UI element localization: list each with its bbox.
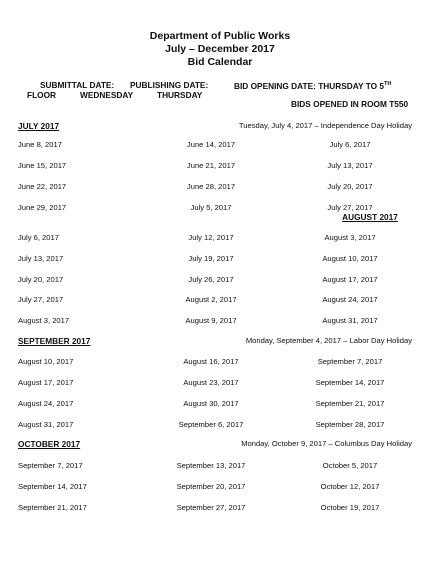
section-heading-august: AUGUST 2017 <box>342 212 398 222</box>
bid-opening-text: BID OPENING DATE: THURSDAY TO 5 <box>234 80 384 91</box>
bid-opening-date: July 20, 2017 <box>327 182 373 191</box>
bids-opened-room: BIDS OPENED IN ROOM T550 <box>291 99 409 109</box>
publishing-date: August 9, 2017 <box>185 316 237 325</box>
holiday-note-october: Monday, October 9, 2017 – Columbus Day Holiday <box>241 439 412 448</box>
bid-opening-date: July 6, 2017 <box>329 140 371 149</box>
publishing-date: September 6, 2017 <box>178 420 244 429</box>
holiday-note-july: Tuesday, July 4, 2017 – Independence Day Holiday <box>238 121 412 130</box>
submittal-date: July 20, 2017 <box>18 275 64 284</box>
submittal-date: July 6, 2017 <box>18 233 59 242</box>
table-row <box>0 160 440 171</box>
publishing-date: July 5, 2017 <box>190 203 232 212</box>
table-row <box>0 502 440 513</box>
submittal-date: July 13, 2017 <box>18 254 64 263</box>
section-heading-october: OCTOBER 2017 <box>18 439 81 449</box>
bid-opening-header <box>234 79 391 91</box>
bid-opening-date: August 17, 2017 <box>322 275 378 284</box>
bid-opening-date: September 14, 2017 <box>315 378 385 387</box>
bid-opening-sup: TH <box>383 81 392 87</box>
bid-opening-date: August 3, 2017 <box>324 233 376 242</box>
table-row <box>0 274 440 285</box>
table-row <box>0 181 440 192</box>
bid-opening-date: July 27, 2017 <box>327 203 373 212</box>
publishing-date: June 14, 2017 <box>186 140 236 149</box>
submittal-date: August 3, 2017 <box>18 316 70 325</box>
publishing-date: July 12, 2017 <box>188 233 234 242</box>
submittal-date: June 29, 2017 <box>18 203 67 212</box>
submittal-date: September 7, 2017 <box>18 461 83 470</box>
table-row <box>0 460 440 471</box>
bid-opening-date: September 7, 2017 <box>317 357 383 366</box>
submittal-date: August 24, 2017 <box>18 399 74 408</box>
publishing-thursday-header: THURSDAY <box>157 90 203 100</box>
submittal-date: June 8, 2017 <box>18 140 62 149</box>
bid-opening-date: October 5, 2017 <box>322 461 378 470</box>
table-row <box>0 481 440 492</box>
bid-opening-date: August 10, 2017 <box>322 254 378 263</box>
publishing-date: August 2, 2017 <box>185 295 237 304</box>
table-row <box>0 294 440 305</box>
submittal-date: July 27, 2017 <box>18 295 64 304</box>
bid-opening-date: September 21, 2017 <box>315 399 385 408</box>
bid-opening-date: September 28, 2017 <box>315 420 385 429</box>
submittal-date: August 31, 2017 <box>18 420 74 429</box>
section-heading-july: JULY 2017 <box>18 121 60 131</box>
table-row <box>0 232 440 243</box>
bid-opening-date: October 12, 2017 <box>320 482 380 491</box>
document-title: Department of Public Works <box>149 30 291 42</box>
table-row <box>0 419 440 430</box>
table-row <box>0 398 440 409</box>
submittal-date: June 22, 2017 <box>18 182 67 191</box>
submittal-floor-header: FLOOR <box>27 90 57 100</box>
section-heading-september: SEPTEMBER 2017 <box>18 336 91 346</box>
bid-opening-date: October 19, 2017 <box>320 503 380 512</box>
publishing-date-header: PUBLISHING DATE: <box>130 80 209 90</box>
holiday-note-september: Monday, September 4, 2017 – Labor Day Holiday <box>245 336 412 345</box>
publishing-wednesday-header: WEDNESDAY <box>80 90 134 100</box>
submittal-date: September 14, 2017 <box>18 482 87 491</box>
publishing-date: July 19, 2017 <box>188 254 234 263</box>
submittal-date: August 17, 2017 <box>18 378 74 387</box>
publishing-date: September 13, 2017 <box>176 461 246 470</box>
bid-opening-date: July 13, 2017 <box>327 161 373 170</box>
submittal-date: August 10, 2017 <box>18 357 74 366</box>
submittal-date: September 21, 2017 <box>18 503 87 512</box>
bid-opening-date: August 31, 2017 <box>322 316 378 325</box>
publishing-date: June 28, 2017 <box>186 182 236 191</box>
document-heading: Bid Calendar <box>187 56 253 68</box>
publishing-date: August 23, 2017 <box>183 378 239 387</box>
publishing-date: June 21, 2017 <box>186 161 236 170</box>
bid-opening-date: August 24, 2017 <box>322 295 378 304</box>
publishing-date: July 26, 2017 <box>188 275 234 284</box>
document-subtitle: July – December 2017 <box>165 43 275 55</box>
table-row <box>0 315 440 326</box>
table-row <box>0 377 440 388</box>
publishing-date: August 30, 2017 <box>183 399 239 408</box>
publishing-date: September 20, 2017 <box>176 482 246 491</box>
table-row <box>0 253 440 264</box>
table-row <box>0 139 440 150</box>
table-row <box>0 356 440 367</box>
publishing-date: September 27, 2017 <box>176 503 246 512</box>
publishing-date: August 16, 2017 <box>183 357 239 366</box>
submittal-date-header: SUBMITTAL DATE: <box>40 80 115 90</box>
submittal-date: June 15, 2017 <box>18 161 67 170</box>
